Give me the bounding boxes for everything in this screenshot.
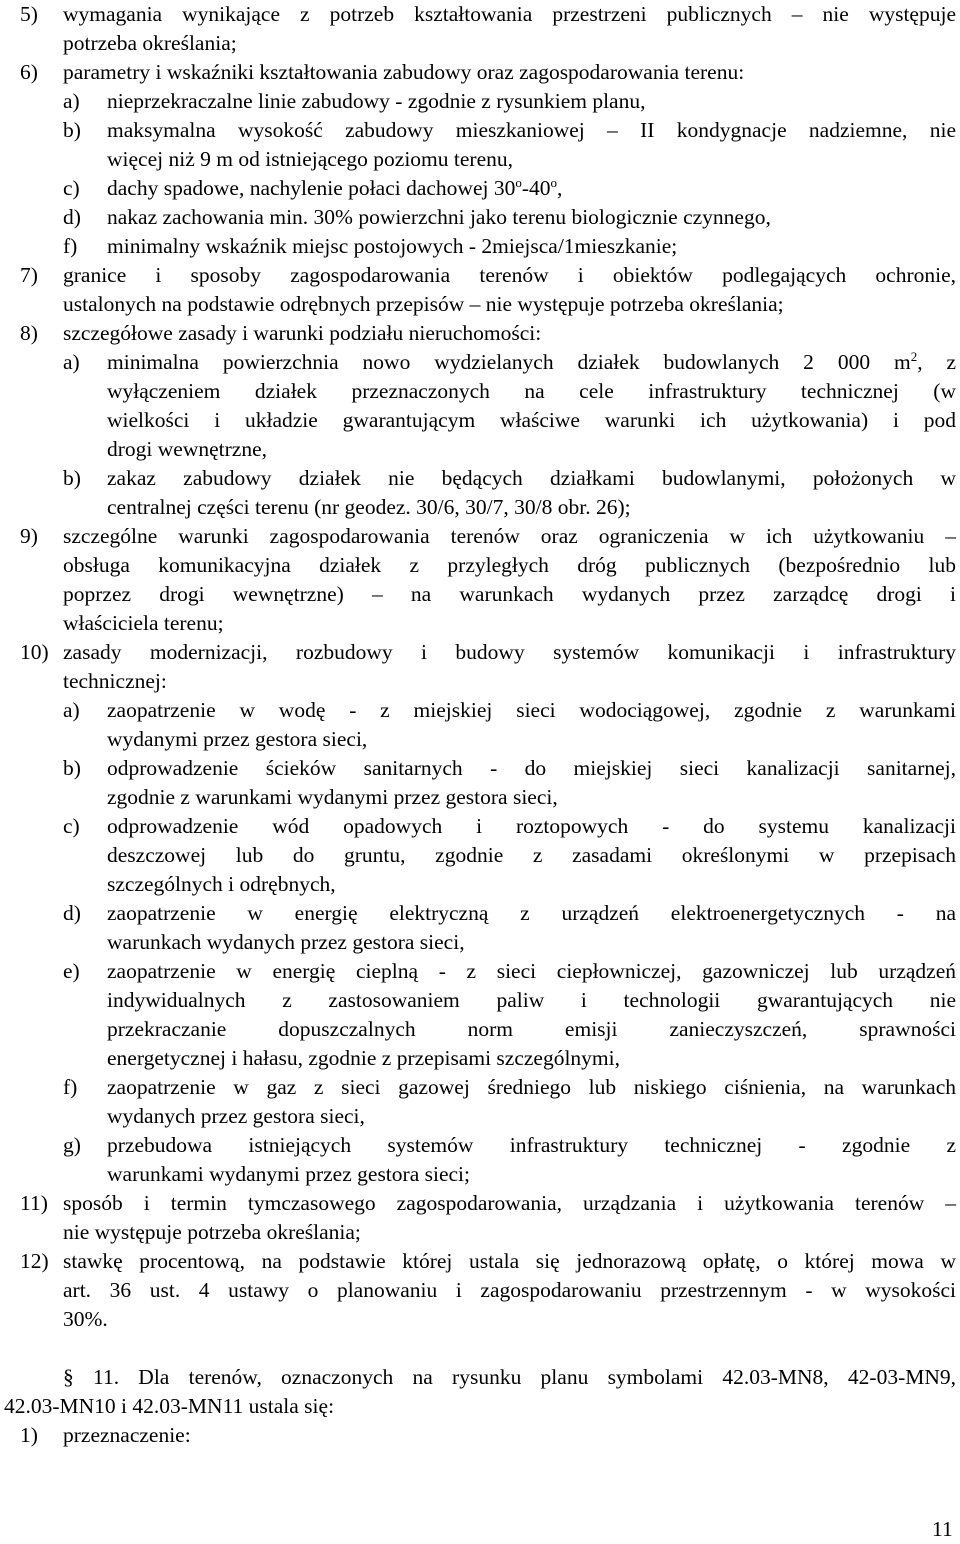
list-item	[0, 1189, 960, 1218]
item-number: 6)	[20, 60, 38, 84]
item-text: 30%.	[63, 1307, 108, 1331]
item-number: 1)	[20, 1423, 38, 1447]
sub-item-label: f)	[63, 1075, 78, 1099]
item-text: parametry i wskaźniki kształtowania zabudowy oraz zagospodarowania terenu:	[63, 60, 745, 84]
item-text: poprzez drogi wewnętrzne) – na warunkach wydanych przez zarządcę drogi i	[63, 582, 956, 606]
superscript: 2	[910, 349, 918, 364]
sub-item-text: odprowadzenie ścieków sanitarnych - do miejskiej sieci kanalizacji sanitarnej,	[107, 756, 956, 780]
blank-line	[0, 1334, 960, 1363]
sub-item-text: więcej niż 9 m od istniejącego poziomu terenu,	[107, 147, 513, 171]
sub-item-text: szczególnych i odrębnych,	[107, 872, 336, 896]
item-text: art. 36 ust. 4 ustawy o planowaniu i zagospodarowaniu przestrzennym - w wysokości	[63, 1278, 956, 1302]
section-paragraph	[0, 1363, 960, 1392]
item-text: przeznaczenie:	[63, 1423, 191, 1447]
sub-item-text: warunkach wydanych przez gestora sieci,	[107, 930, 465, 954]
sub-item	[0, 696, 960, 725]
item-number: 9)	[20, 524, 38, 548]
item-text: sposób i termin tymczasowego zagospodarowania, urządzania i użytkowania terenów –	[63, 1191, 956, 1215]
item-number: 11)	[20, 1191, 48, 1215]
item-text: szczegółowe zasady i warunki podziału nieruchomości:	[63, 321, 542, 345]
sub-item	[0, 174, 960, 203]
item-text: technicznej:	[63, 669, 167, 693]
item-number: 8)	[20, 321, 38, 345]
item-number: 10)	[20, 640, 49, 664]
sub-item-label: f)	[63, 234, 78, 258]
sub-item	[0, 957, 960, 986]
item-number: 12)	[20, 1249, 49, 1273]
sub-item-text: centralnej części terenu (nr geodez. 30/6, 30/7, 30/8 obr. 26);	[107, 495, 631, 519]
section-heading-text: § 11. Dla terenów, oznaczonych na rysunku planu symbolami 42.03-MN8, 42-03-MN9,	[63, 1365, 956, 1389]
sub-item	[0, 87, 960, 116]
sub-item-label: b)	[63, 118, 81, 142]
sub-item-text: energetycznej i hałasu, zgodnie z przepisami szczególnymi,	[107, 1046, 621, 1070]
sub-item-label: c)	[63, 176, 80, 200]
superscript: o	[515, 175, 522, 190]
sub-item-text: deszczowej lub do gruntu, zgodnie z zasadami określonymi w przepisach	[107, 843, 956, 867]
sub-item-text: zgodnie z warunkami wydanymi przez gestora sieci,	[107, 785, 558, 809]
sub-item-label: d)	[63, 901, 81, 925]
list-item	[0, 1421, 960, 1450]
list-item	[0, 319, 960, 348]
sub-item-text: zakaz zabudowy działek nie będących działkami budowlanymi, położonych w	[107, 466, 956, 490]
sub-item	[0, 232, 960, 261]
item-text: granice i sposoby zagospodarowania terenów i obiektów podlegających ochronie,	[63, 263, 956, 287]
sub-item-text: wydanymi przez gestora sieci,	[107, 727, 368, 751]
sub-item-label: a)	[63, 89, 80, 113]
item-text: zasady modernizacji, rozbudowy i budowy systemów komunikacji i infrastruktury	[63, 640, 956, 664]
page-number: 11	[932, 1517, 953, 1541]
sub-item-label: c)	[63, 814, 80, 838]
item-text: obsługa komunikacyjna działek z przyległych dróg publicznych (bezpośrednio lub	[63, 553, 956, 577]
sub-item-label: b)	[63, 756, 81, 780]
sub-item-label: a)	[63, 350, 80, 374]
item-text: potrzeba określania;	[63, 31, 237, 55]
sub-item-label: d)	[63, 205, 81, 229]
sub-item-text: przekraczanie dopuszczalnych norm emisji zanieczyszczeń, sprawności	[107, 1017, 956, 1041]
list-item	[0, 58, 960, 87]
list-item	[0, 638, 960, 667]
sub-item-text: zaopatrzenie w wodę - z miejskiej sieci wodociągowej, zgodnie z warunkami	[107, 698, 956, 722]
item-text: stawkę procentową, na podstawie której ustala się jednorazową opłatę, o której mowa w	[63, 1249, 956, 1273]
item-text: wymagania wynikające z potrzeb kształtowania przestrzeni publicznych – nie występuje	[63, 2, 956, 26]
sub-item-label: a)	[63, 698, 80, 722]
sub-item	[0, 116, 960, 145]
sub-item	[0, 464, 960, 493]
sub-item-text: minimalny wskaźnik miejsc postojowych - 2miejsca/1mieszkanie;	[107, 234, 678, 258]
item-text: nie występuje potrzeba określania;	[63, 1220, 361, 1244]
superscript: o	[550, 175, 558, 190]
sub-item-text: dachy spadowe, nachylenie połaci dachowej 30$^o$-40$^o$,	[107, 175, 563, 200]
sub-item-label: g)	[63, 1133, 81, 1157]
item-number: 7)	[20, 263, 38, 287]
sub-item-text: zaopatrzenie w gaz z sieci gazowej średniego lub niskiego ciśnienia, na warunkach	[107, 1075, 956, 1099]
item-text: szczególne warunki zagospodarowania terenów oraz ograniczenia w ich użytkowaniu –	[63, 524, 956, 548]
item-text: ustalonych na podstawie odrębnych przepisów – nie występuje potrzeba określania;	[63, 292, 784, 316]
sub-item-text: przebudowa istniejących systemów infrastruktury technicznej - zgodnie z	[107, 1133, 956, 1157]
sub-item	[0, 1073, 960, 1102]
list-item	[0, 522, 960, 551]
item-number: 5)	[20, 2, 38, 26]
list-item	[0, 261, 960, 290]
sub-item-label: b)	[63, 466, 81, 490]
sub-item-label: e)	[63, 959, 80, 983]
sub-item-text: zaopatrzenie w energię elektryczną z urządzeń elektroenergetycznych - na	[107, 901, 956, 925]
item-text: właściciela terenu;	[63, 611, 224, 635]
list-item	[0, 1247, 960, 1276]
sub-item-text: nakaz zachowania min. 30% powierzchni jako terenu biologicznie czynnego,	[107, 205, 771, 229]
section-text: 42.03-MN10 i 42.03-MN11 ustala się:	[4, 1394, 335, 1418]
sub-item	[0, 899, 960, 928]
sub-item	[0, 754, 960, 783]
sub-item	[0, 1131, 960, 1160]
sub-item	[0, 203, 960, 232]
sub-item-text: maksymalna wysokość zabudowy mieszkaniowej – II kondygnacje nadziemne, nie	[107, 118, 956, 142]
sub-item-text: wyłączeniem działek przeznaczonych na cele infrastruktury technicznej (w	[107, 379, 956, 403]
sub-item-text: nieprzekraczalne linie zabudowy - zgodnie z rysunkiem planu,	[107, 89, 646, 113]
sub-item-text: drogi wewnętrzne,	[107, 437, 267, 461]
sub-item-text: odprowadzenie wód opadowych i roztopowych - do systemu kanalizacji	[107, 814, 956, 838]
sub-item	[0, 812, 960, 841]
sub-item-text: wydanych przez gestora sieci,	[107, 1104, 365, 1128]
sub-item	[0, 348, 960, 377]
sub-item-text: indywidualnych z zastosowaniem paliw i technologii gwarantujących nie	[107, 988, 956, 1012]
list-item	[0, 0, 960, 29]
sub-item-text: minimalna powierzchnia nowo wydzielanych działek budowlanych 2 000 $m^2$, z	[107, 349, 956, 374]
sub-item-text: wielkości i układzie gwarantującym właściwe warunki ich użytkowania) i pod	[107, 408, 956, 432]
sub-item-text: zaopatrzenie w energię cieplną - z sieci ciepłowniczej, gazowniczej lub urządzeń	[107, 959, 956, 983]
sub-item-text: warunkami wydanymi przez gestora sieci;	[107, 1162, 470, 1186]
